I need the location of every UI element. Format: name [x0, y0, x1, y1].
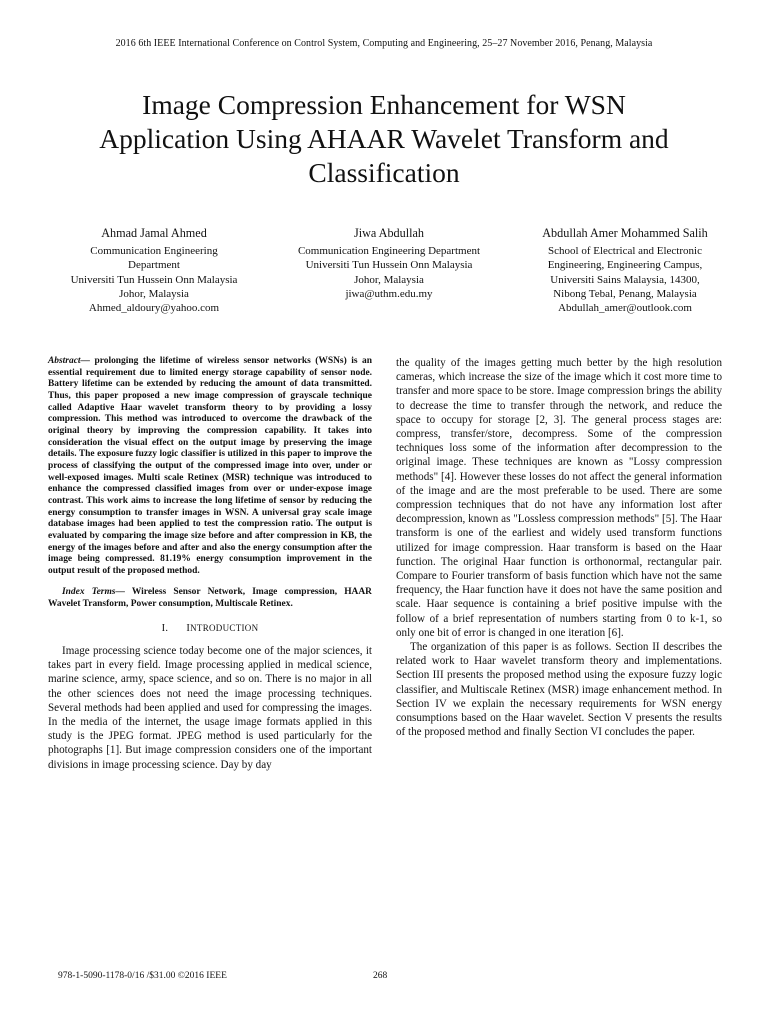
abstract-text: prolonging the lifetime of wireless sensor networks (WSNs) is an essential requirement due to limited energy storage capability of sensor node. Battery lifetime can be extended by reducing the amount of data transmitted. Thus, this paper proposed a new image compression of grayscale technique called Adaptive Haar wavelet transform theory to by providing a lossy compression. This method was introduced to overcome the drawback of the original theory by improving the compression capability. It takes into consideration the visual effect on the output image by preserving the image details. The exposure fuzzy logic classifier is utilized in this paper to improve the process of classifying the output of the compressed image into over, under or well-exposed images. Multi scale Retinex (MSR) technique was introduced to enhance the compressed classified images from over or under-expose image contrast. This work aims to increase the long lifetime of sensor by reducing the energy consumption to transfer images in WSN. A universal gray scale image database images had been applied to test the compression ratio. The output is evaluated by comparing the image size before and after compression in KB, the energy of the images before and after and also the energy consumption after the image being compressed. 81.19% energy consumption improvement in the output result of the proposed method. [48, 356, 372, 576]
author-affiliation-line: Engineering, Engineering Campus, [547, 259, 703, 272]
author-name: Ahmad Jamal Ahmed [101, 226, 207, 240]
abstract-lead: Abstract— [48, 356, 90, 366]
intro-paragraph-1-continued: the quality of the images getting much better by the high resolution cameras, which increase the size of the image which it cost more time to transfer and more space to be store. Image compression brings the ability to decrease the time to transfer through the network, and reduce the space to occupy for storage [2, 3]. The general process stages are: compress, transfer/store, decompress. Some of the compression techniques loss some of the information after decompression to the original image. These techniques are known as "Lossy compression methods" [4]. However these losses do not affect the general information of the image and are the most preferable to be used. There are some compression techniques that do not have any information lost after decompression, known as "Lossless compression methods" [5]. The Haar transform is one of the earliest and widely used transform functions utilized for image compression. Haar transform is based on the Haar function. The original Haar function is orthonormal, rectangular pair. Compare to Fourier transform of basis function which have not the same frequency, the Haar function have it does not have the same position and scale. Haar sequence is containing a brief positive impulse with the follow of a brief representation of numbers starting from 0 to k-1, so only one bit of error is changed in one iteration [6]. [396, 357, 722, 639]
author-1 [50, 226, 258, 315]
index-terms-lead: Index Terms— [62, 587, 125, 598]
author-affiliation-line: Universiti Tun Hussein Onn Malaysia [305, 259, 473, 272]
title-line-3: Classification [308, 157, 460, 188]
left-column [48, 356, 372, 772]
author-name: Jiwa Abdullah [353, 226, 425, 240]
author-email: Ahmed_aldoury@yahoo.com [88, 302, 220, 315]
author-block [50, 226, 730, 315]
author-affiliation-line: Communication Engineering Department [297, 245, 481, 258]
section-heading-introduction [48, 621, 372, 636]
intro-paragraph-2: The organization of this paper is as follows. Section II describes the related work to Haar wavelet transform theory and implementations. Section III presents the proposed method using the exposure fuzzy logic classifier, and Multiscale Retinex (MSR) image enhancement method. In Section IV we explain the necessary requirements for WSN energy consumptions based on the Haar wavelet. Section V presents the results of the proposed method and finally Section VI concludes the paper. [396, 641, 722, 739]
index-terms-text: Wireless Sensor Network, Image compression, HAAR Wavelet Transform, Power consumption, Multiscale Retinex. [48, 587, 372, 610]
author-email: jiwa@uthm.edu.my [345, 287, 433, 300]
author-affiliation-line: Universiti Sains Malaysia, 14300, [550, 273, 700, 286]
abstract [48, 356, 372, 577]
intro-paragraph-1: Image processing science today become one of the major sciences, it takes part in every field. Image processing applied in medical science, marine science, army, space science, and so on. There is no major in all the other sciences does not need the image processing techniques. Several methods had been applied and used for compressing the images. In the media of the internet, the usage image formats applied in this study is the JPEG format. JPEG method is used particularly for the photographs [1]. But image compression considers one of the important divisions in image processing science. Day by day [48, 644, 372, 771]
page-number: 268 [373, 971, 388, 981]
author-affiliation-line: Johor, Malaysia [119, 287, 189, 300]
paper-title [40, 88, 728, 190]
title-line-2: Application Using AHAAR Wavelet Transform and [99, 123, 669, 154]
section-number: I. [161, 622, 169, 634]
author-affiliation-line: School of Electrical and Electronic [548, 245, 702, 258]
author-2 [279, 226, 499, 315]
section-title-rest: NTRODUCTION [190, 622, 259, 633]
right-column [396, 356, 722, 739]
author-email: Abdullah_amer@outlook.com [558, 302, 692, 315]
index-terms [48, 587, 372, 610]
author-affiliation-line: Department [128, 259, 180, 272]
author-affiliation-line: Nibong Tebal, Penang, Malaysia [553, 287, 697, 300]
conference-header: 2016 6th IEEE International Conference on Control System, Computing and Engineering, 25–27 November 2016, Penang, Malaysia [115, 38, 653, 49]
footer-copyright: 978-1-5090-1178-0/16 /$31.00 ©2016 IEEE [58, 971, 227, 981]
author-affiliation-line: Universiti Tun Hussein Onn Malaysia [70, 273, 238, 286]
author-affiliation-line: Johor, Malaysia [354, 273, 424, 286]
author-3 [520, 226, 730, 315]
title-line-1: Image Compression Enhancement for WSN [142, 89, 626, 120]
author-affiliation-line: Communication Engineering [90, 245, 218, 258]
author-name: Abdullah Amer Mohammed Salih [542, 226, 708, 240]
section-title-initial: I [186, 622, 191, 634]
